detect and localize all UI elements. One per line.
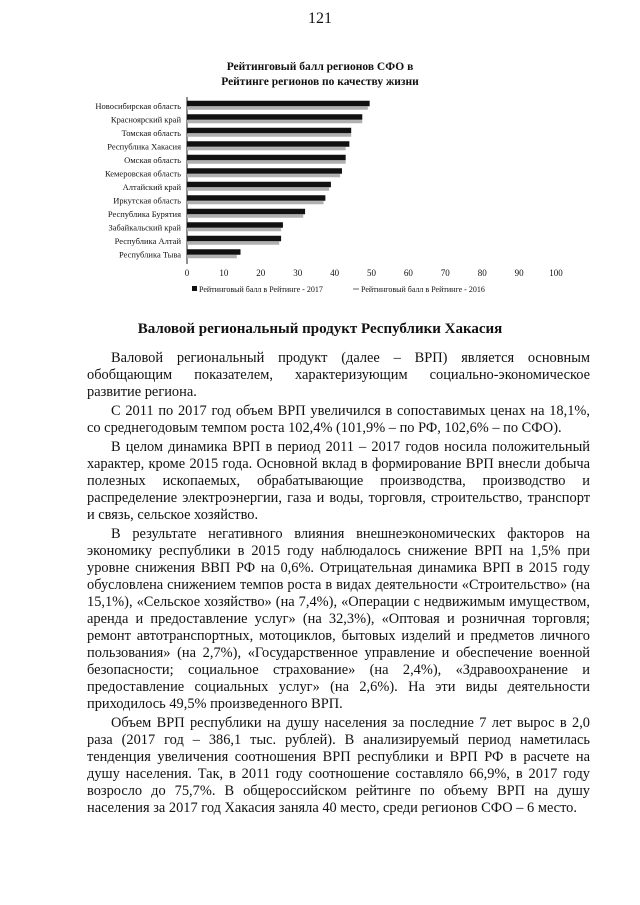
x-tick-label: 70	[440, 268, 450, 278]
body-text	[87, 350, 590, 819]
bar-2016	[187, 188, 329, 191]
bar-2017	[187, 209, 305, 215]
bar-2017	[187, 195, 325, 201]
bar-2016	[187, 215, 303, 218]
bar-2016	[187, 134, 351, 137]
x-tick-label: 100	[549, 268, 563, 278]
page-number: 121	[308, 10, 332, 27]
x-tick-label: 90	[514, 268, 524, 278]
category-label: Омская область	[124, 154, 181, 165]
x-tick-label: 20	[256, 268, 266, 278]
legend-swatch-2016	[353, 288, 359, 290]
legend-label-2016: Рейтинговый балл в Рейтинге - 2016	[361, 285, 485, 294]
x-tick-label: 10	[219, 268, 229, 278]
legend-swatch-2017	[192, 286, 197, 291]
paragraph-3: В целом динамика ВРП в период 2011 – 2017 годов носила положительный характер, кроме 2015 года. Основной вклад в формирование ВРП внесли добыча полезных ископаемых, обрабатывающие производства, производство и распределение электроэнергии, газа и воды, торговля, строительство, транспорт и связь, сельское хозяйство.	[87, 439, 590, 523]
bar-2017	[187, 128, 351, 134]
category-label: Алтайский край	[122, 181, 181, 192]
category-label: Кемеровская область	[104, 168, 181, 179]
bar-2017	[187, 101, 370, 107]
paragraph-4: В результате негативного влияния внешнеэкономических факторов на экономику республики в 2015 году наблюдалось снижение ВРП на 1,5% при уровне снижения ВВП РФ на 0,6%. Отрицательная динамика ВРП в 2015 году обусловлена снижением темпов роста в видах деятельности «Строительство» (на 15,1%), «Сельское хозяйство» (на 7,4%), «Операции с недвижимым имуществом, аренда и предоставление услуг» (на 32,3%), «Оптовая и розничная торговля; ремонт автотранспортных, мотоциклов, бытовых изделий и предметов личного пользования» (на 2,7%), «Государственное управление и обеспечение военной безопасности; социальное страхование» (на 2,4%), «Здравоохранение и предоставление социальных услуг» (на 2,6%). На эти виды деятельности приходилось 49,5% произведенного ВРП.	[87, 526, 590, 712]
category-label: Забайкальский край	[108, 222, 181, 233]
x-tick-label: 0	[184, 268, 190, 278]
section-title: Валовой региональный продукт Республики Хакасия	[137, 321, 503, 337]
bar-2017	[187, 114, 362, 120]
category-label: Красноярский край	[110, 114, 181, 125]
category-label: Республика Алтай	[114, 235, 181, 246]
bar-2016	[187, 161, 346, 164]
paragraph-2: С 2011 по 2017 год объем ВРП увеличился в сопоставимых ценах на 18,1%, со среднегодовым темпом роста 102,4% (101,9% – по РФ, 102,6% – по СФО).	[87, 403, 590, 436]
bar-2017	[187, 236, 281, 242]
category-label: Республика Хакасия	[107, 141, 181, 152]
bar-2016	[187, 255, 237, 258]
chart-title-line-1: Рейтинговый балл регионов СФО в	[226, 61, 414, 73]
bar-2016	[187, 147, 346, 150]
category-label: Иркутская область	[113, 195, 181, 206]
bar-2016	[187, 228, 281, 231]
category-label: Республика Бурятия	[107, 208, 181, 219]
x-tick-label: 80	[477, 268, 487, 278]
x-tick-label: 60	[403, 268, 413, 278]
category-label: Томская область	[121, 127, 181, 138]
bar-2016	[187, 201, 324, 204]
category-label: Новосибирская область	[95, 100, 181, 111]
bar-2016	[187, 120, 362, 123]
chart-title-line-2: Рейтинге регионов по качеству жизни	[221, 76, 419, 88]
bar-chart	[0, 0, 640, 310]
bar-2016	[187, 174, 340, 177]
bar-2017	[187, 182, 331, 188]
bar-2016	[187, 107, 368, 110]
bar-2016	[187, 242, 279, 245]
legend-label-2017: Рейтинговый балл в Рейтинге - 2017	[199, 285, 323, 294]
bar-2017	[187, 222, 283, 228]
bar-2017	[187, 168, 342, 174]
category-label: Республика Тыва	[118, 249, 181, 260]
x-tick-label: 50	[367, 268, 376, 278]
x-tick-label: 30	[293, 268, 303, 278]
paragraph-1: Валовой региональный продукт (далее – ВРП) является основным обобщающим показателем, характеризующим социально-экономическое развитие региона.	[87, 350, 590, 400]
bar-2017	[187, 249, 241, 255]
bar-2017	[187, 155, 346, 161]
paragraph-5: Объем ВРП республики на душу населения за последние 7 лет вырос в 2,0 раза (2017 год – 386,1 тыс. рублей). В анализируемый период наметилась тенденция увеличения соотношения ВРП республики и ВРП РФ в расчете на душу населения. Так, в 2011 году соотношение составляло 66,9%, в 2017 году возросло до 75,7%. В общероссийском рейтинге по объему ВРП на душу населения за 2017 год Хакасия заняла 40 место, среди регионов СФО – 6 место.	[87, 715, 590, 816]
x-tick-label: 40	[330, 268, 340, 278]
bar-2017	[187, 141, 349, 147]
